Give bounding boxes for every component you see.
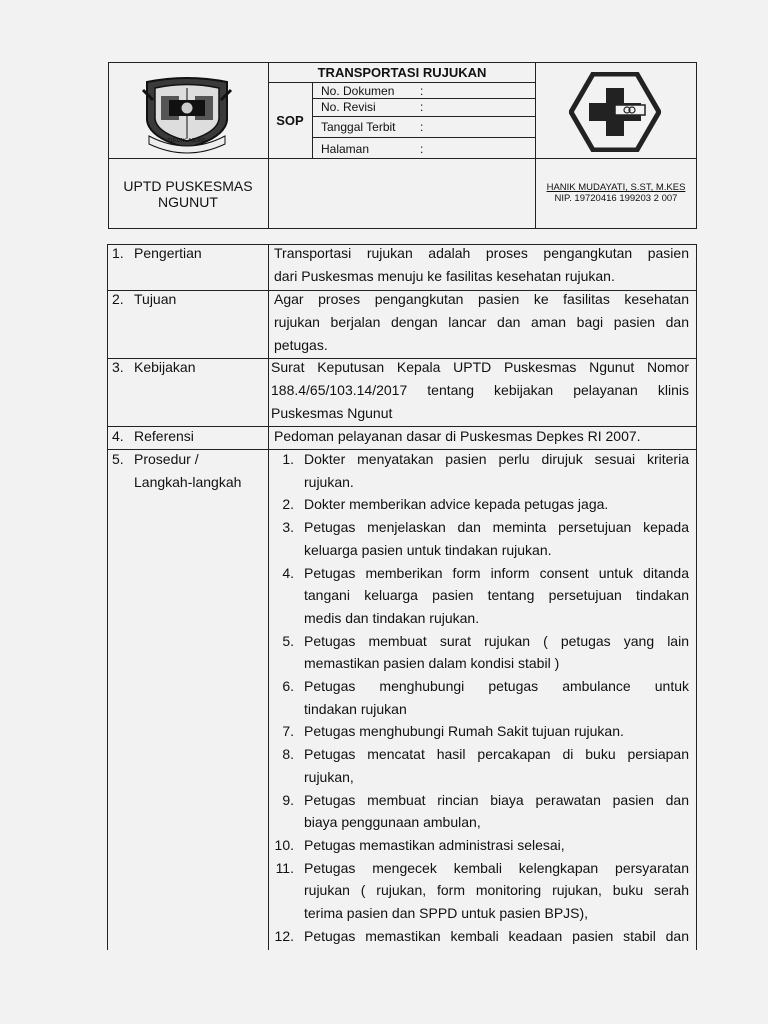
section-label-referensi: Referensi [134,428,194,444]
step-text-line: Dokter memberikan advice kepada petugas jaga. [304,496,609,513]
field-label-halaman: Halaman [321,142,370,156]
section-text-line: Surat Keputusan Kepala UPTD Puskesmas Ngunut Nomor [271,359,689,375]
section-text-line: dari Puskesmas menuju ke fasilitas kesehatan rujukan. [274,268,615,284]
section-label-kebijakan: Kebijakan [134,359,196,375]
step-number: 11. [275,859,294,876]
signer-nip: NIP. 19720416 199203 2 007 [554,193,678,204]
step-text-line: Dokter menyatakan pasien perlu dirujuk sesuai kriteria [304,451,689,467]
section-number: 1. [112,245,124,261]
step-text-line: terima pasien dan SPPD untuk pasien BPJS), [304,905,589,921]
organization-name: UPTD PUSKESMAS [123,178,253,194]
step-number: 12. [274,927,294,944]
section-number: 3. [112,359,124,375]
field-label-no-dokumen: No. Dokumen [321,84,395,98]
section-label-pengertian: Pengertian [134,245,202,261]
step-number: 7. [282,723,294,740]
field-label-tanggal-terbit: Tanggal Terbit [321,120,396,134]
section-text-line: Transportasi rujukan adalah proses pengangkutan pasien [274,245,689,261]
sop-label: SOP [276,113,304,128]
step-text-line: Petugas memastikan kembali keadaan pasien stabil dan [304,927,689,944]
step-number: 4. [282,564,294,581]
step-text-line: rujukan ( rujukan, form monitoring rujukan, buku serah [304,882,689,899]
step-text-line: medis dan tindakan rujukan. [304,609,480,626]
section-label-prosedur: Prosedur / [134,451,199,467]
step-text-line: Petugas membuat rincian biaya perawatan pasien dan [304,791,689,808]
field-value-tanggal-terbit: : [420,120,424,134]
step-text-line: Petugas mengecek kembali kelengkapan persyaratan [304,859,689,876]
field-value-no-revisi: : [420,100,424,114]
step-number: 2. [282,496,294,513]
step-text-line: Petugas memberikan form inform consent untuk ditanda [304,564,689,581]
section-text-line: Puskesmas Ngunut [271,405,393,421]
organization-location: NGUNUT [158,194,218,210]
regency-seal-icon [139,76,235,154]
section-text-line: petugas. [274,337,328,353]
step-text-line: rujukan. [304,473,354,490]
step-text-line: tangani keluarga pasien tentang persetujuan tindakan [304,587,689,604]
step-text-line: Petugas menjelaskan dan meminta persetujuan kepada [304,519,689,536]
step-number: 6. [282,678,294,694]
step-number: 3. [282,519,294,536]
step-text-line: Petugas menghubungi Rumah Sakit tujuan rujukan. [304,723,624,740]
seal-ribbon-text: TULUNGAGUNG [167,138,207,144]
step-number: 5. [282,632,294,649]
section-number: 2. [112,291,124,307]
step-text-line: Petugas menghubungi petugas ambulance untuk [304,678,689,694]
document-title: TRANSPORTASI RUJUKAN [317,65,487,80]
step-text-line: Petugas membuat surat rujukan ( petugas yang lain [304,632,689,649]
step-number: 1. [282,451,294,467]
section-number: 5. [112,451,124,467]
signer-name: HANIK MUDAYATI, S.ST, M.KES [546,182,686,193]
section-text-line: 188.4/65/103.14/2017 tentang kebijakan pelayanan klinis [271,382,689,398]
step-text-line: biaya penggunaan ambulan, [304,814,481,831]
step-number: 10. [274,836,294,853]
step-text-line: tindakan rujukan [304,700,407,717]
step-number: 9. [282,791,294,808]
step-number: 8. [282,746,294,763]
step-text-line: Petugas mencatat hasil percakapan di buku persiapan [304,746,689,763]
section-text-line: Pedoman pelayanan dasar di Puskesmas Depkes RI 2007. [274,428,641,444]
section-label-langkah: Langkah-langkah [134,474,242,490]
field-label-no-revisi: No. Revisi [321,100,376,114]
step-text-line: keluarga pasien untuk tindakan rujukan. [304,541,552,558]
step-text-line: Petugas memastikan administrasi selesai, [304,836,565,853]
step-text-line: memastikan pasien dalam kondisi stabil ) [304,655,560,672]
section-number: 4. [112,428,124,444]
section-text-line: rujukan berjalan dengan lancar dan aman bagi pasien dan [274,314,689,330]
field-value-no-dokumen: : [420,84,424,98]
field-value-halaman: : [420,142,424,156]
section-text-line: Agar proses pengangkutan pasien ke fasilitas kesehatan [274,291,689,307]
puskesmas-cross-logo-icon [569,72,661,152]
step-text-line: rujukan, [304,768,354,785]
section-label-tujuan: Tujuan [134,291,177,307]
